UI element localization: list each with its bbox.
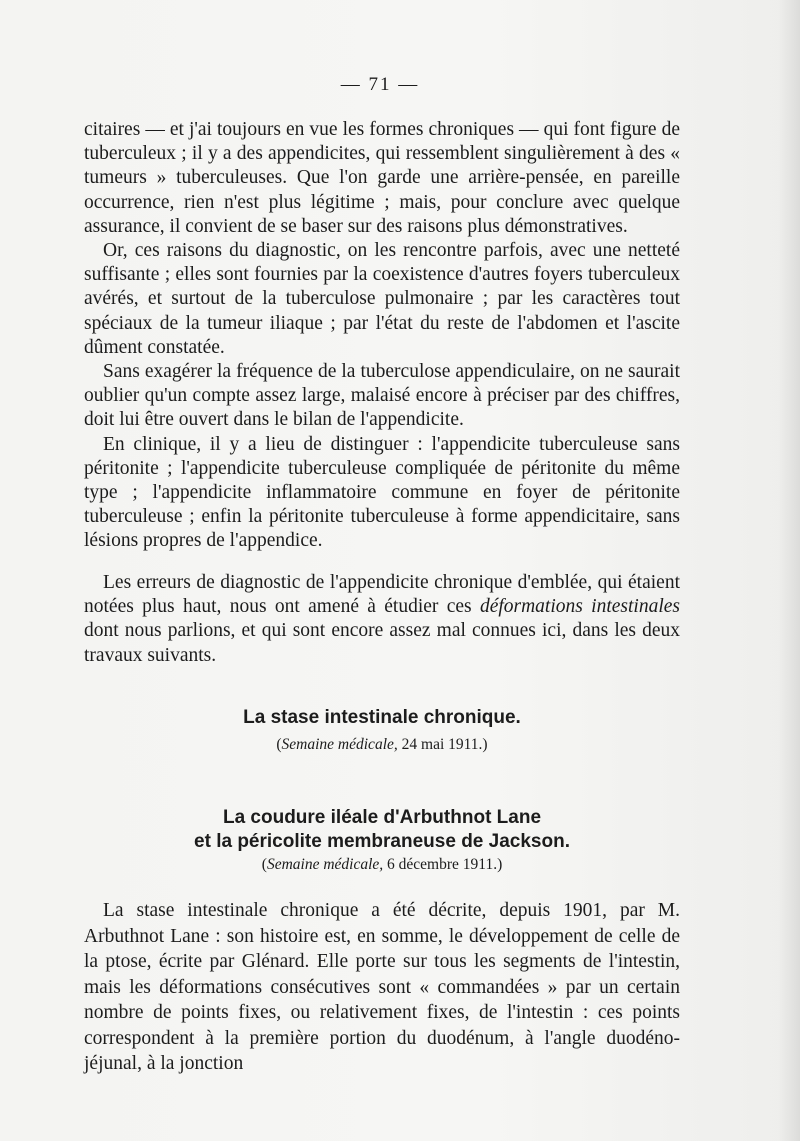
paragraph-text: dont nous parlions, et qui sont encore assez mal connues ici, dans les deux travaux suivants. (84, 620, 680, 666)
italic-term: déformations intestinales (479, 596, 680, 618)
paragraph (84, 571, 680, 668)
article-source: (Semaine médicale, 6 décembre 1911.) (261, 856, 503, 873)
journal-name: Semaine médicale, (281, 736, 398, 753)
paragraph: citaires — et j'ai toujours en vue les formes chroniques — qui font figure de tuberculeux ; il y a des appendicites, qui ressemblent singulièrement à des « tumeurs » tuberculeuses. Que l'on garde une arrière-pensée, en pareille occurrence, rien n'est plus légitime ; mais, pour conclure avec quelque assurance, il convient de se baser sur des raisons plus démonstratives. (84, 119, 680, 237)
publication-date: 24 mai 1911.) (397, 736, 488, 753)
article-title-line: et la péricolite membraneuse de Jackson. (194, 831, 570, 852)
publication-date: 6 décembre 1911.) (383, 856, 503, 873)
journal-name: Semaine médicale, (266, 856, 384, 873)
page-edge-shadow (778, 0, 800, 1141)
paragraph-text: Les erreurs de diagnostic de l'appendicite chronique d'emblée, qui étaient notées plus haut, nous ont amené à étudier ces (84, 572, 680, 618)
section-3-text (84, 898, 680, 1077)
article-title (84, 806, 680, 854)
section-1-text (84, 118, 680, 554)
paragraph: Or, ces raisons du diagnostic, on les rencontre parfois, avec une netteté suffisante ; elles sont fournies par la coexistence d'autres foyers tuberculeux avérés, et surtout de la tuberculose pulmonaire ; par les caractères tout spéciaux de la tumeur iliaque ; par l'état du reste de l'abdomen et l'ascite dûment constatée. (84, 240, 680, 358)
page-number: — 71 — (340, 74, 420, 95)
article-title-line: La coudure iléale d'Arbuthnot Lane (222, 807, 542, 828)
article-source: (Semaine médicale, 24 mai 1911.) (276, 736, 488, 753)
article-title: La stase intestinale chronique. (243, 707, 521, 728)
paragraph: La stase intestinale chronique a été décrite, depuis 1901, par M. Arbuthnot Lane : son histoire est, en somme, le développement de celle de la ptose, écrite par Glénard. Elle porte sur tous les segments de l'intestin, mais les déformations consécutives sont « commandées » par un certain nombre de points fixes, ou relativement fixes, de l'intestin : ces points correspondent à la première portion du duodénum, à l'angle duodéno-jéjunal, à la jonction (84, 900, 680, 1074)
paragraph: Sans exagérer la fréquence de la tuberculose appendiculaire, on ne saurait oublier qu'un compte assez large, malaisé encore à préciser par des chiffres, doit lui être ouvert dans le bilan de l'appendicite. (84, 361, 680, 431)
section-2-text (84, 571, 680, 668)
paragraph: En clinique, il y a lieu de distinguer : l'appendicite tuberculeuse sans péritonite ; l'appendicite tuberculeuse compliquée de péritonite du même type ; l'appendicite inflammatoire commune en foyer de péritonite tuberculeuse ; enfin la péritonite tuberculeuse à forme appendicitaire, sans lésions propres de l'appendice. (84, 433, 680, 552)
